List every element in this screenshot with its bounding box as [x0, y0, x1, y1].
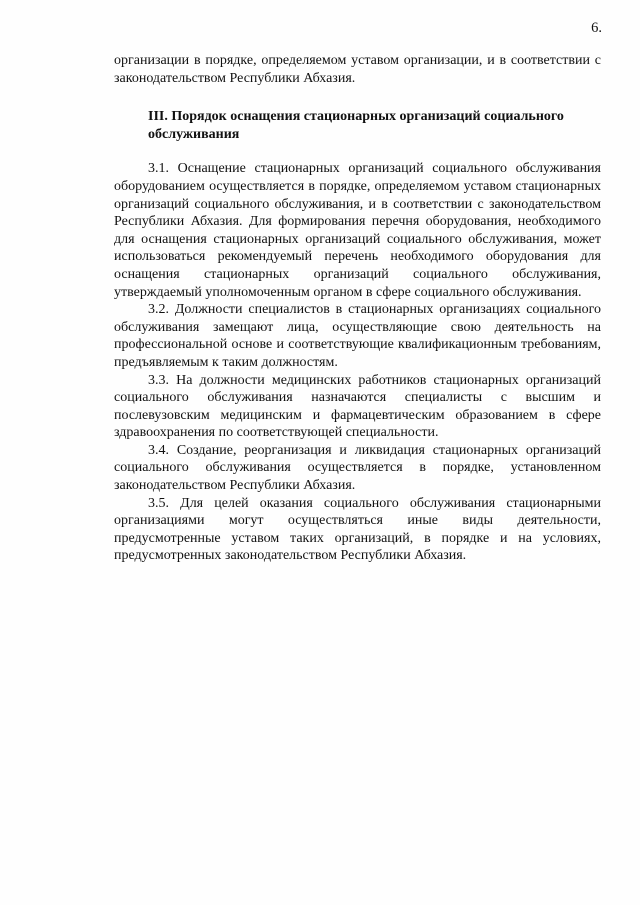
paragraph-3-3: 3.3. На должности медицинских работников стационарных организаций социального обслуживания назначаются специалисты с высшим и послевузовским медицинским и фармацевтическим образованием в сфере здравоохранения по соответствующей специальности. [114, 372, 601, 441]
paragraph-3-4: 3.4. Создание, реорганизация и ликвидация стационарных организаций социального обслуживания осуществляется в порядке, установленном законодательством Республики Абхазия. [114, 442, 601, 494]
lead-in-paragraph: организации в порядке, определяемом уставом организации, и в соответствии с законодательством Республики Абхазия. [114, 53, 601, 86]
paragraph-3-1: 3.1. Оснащение стационарных организаций социального обслуживания оборудованием осуществляется в порядке, определяемом уставом стационарных организаций социального обслуживания, и в соответствии с законодательством Республики Абхазия. Для формирования перечня оборудования, необходимого для оснащения стационарных организаций социального обслуживания, может использоваться рекомендуемый перечень необходимого оборудования для оснащения стационарных организаций социального обслуживания, утверждаемый уполномоченным органом в сфере социального обслуживания. [114, 161, 601, 300]
paragraph-3-2: 3.2. Должности специалистов в стационарных организациях социального обслуживания замещают лица, осуществляющие свою деятельность на профессиональной основе и соответствующие квалификационным требованиям, предъявляемым к таким должностям. [114, 302, 601, 370]
paragraph-3-5: 3.5. Для целей оказания социального обслуживания стационарными организациями могут осуществляться иные виды деятельности, предусмотренные уставом таких организаций, в порядке и на условиях, предусмотренных законодательством Республики Абхазия. [114, 495, 601, 564]
document-body [114, 52, 601, 565]
page-number: 6. [591, 20, 602, 36]
section-heading: III. Порядок оснащения стационарных организаций социального обслуживания [148, 109, 564, 142]
